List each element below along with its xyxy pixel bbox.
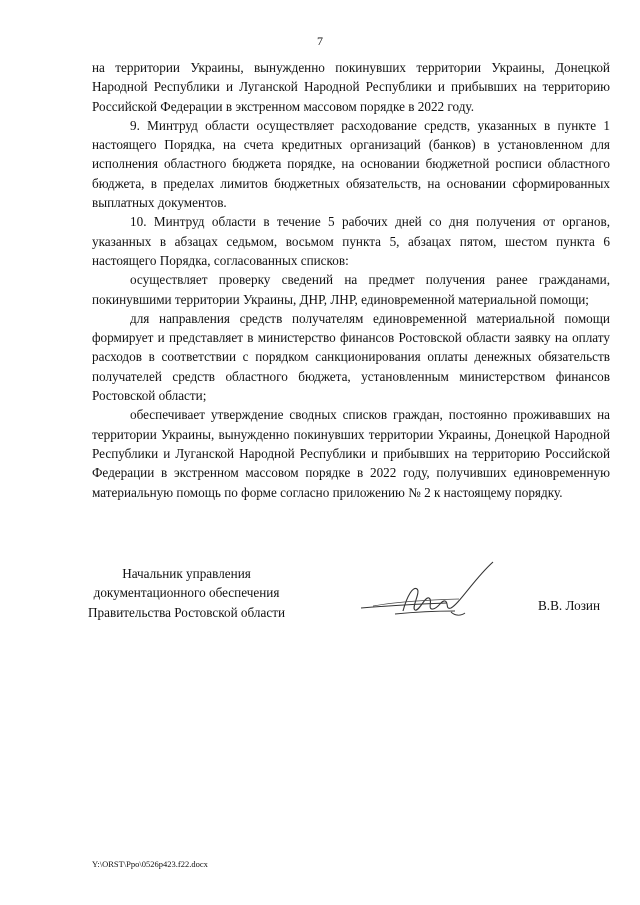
signatory-title-line-1: Начальник управления xyxy=(122,566,251,581)
paragraph-item-9: 9. Минтруд области осуществляет расходование средств, указанных в пункте 1 настоящего Порядка, на счета кредитных организаций (банков) в установленном для исполнения областного бюджета порядке, на основании бюджетной росписи областного бюджета, в пределах лимитов бюджетных обязательств, на основании сформированных выплатных документов. xyxy=(92,117,610,211)
paragraph-approve-lists: обеспечивает утверждение сводных списков граждан, постоянно проживавших на территории Украины, вынужденно покинувших территории Украины, Донецкой Народной Республики и Луганской Народной Республики и прибывших на территорию Российской Федерации в экстренном массовом порядке в 2022 году, получивших единовременную материальную помощь по форме согласно приложению № 2 к настоящему порядку. xyxy=(92,407,610,500)
handwritten-signature xyxy=(355,556,505,626)
paragraph-continuation: на территории Украины, вынужденно покинувших территории Украины, Донецкой Народной Республики и Луганской Народной Республики и прибывших на территорию Российской Федерации в экстренном массовом порядке в 2022 году. xyxy=(92,60,610,114)
footer-file-path: Y:\ORST\Ppo\0526p423.f22.docx xyxy=(92,859,208,869)
paragraph-funding-request: для направления средств получателям единовременной материальной помощи формирует и представляет в министерство финансов Ростовской области заявку на оплату расходов в соответствии с порядком санкционирования оплаты денежных обязательств получателей средств областного бюджета, установленным министерством финансов Ростовской области; xyxy=(92,310,610,404)
paragraph-item-10: 10. Минтруд области в течение 5 рабочих дней со дня получения от органов, указанных в абзацах седьмом, восьмом пункта 5, абзацах пятом, шестом пункта 6 настоящего Порядка, согласованных списков: xyxy=(92,214,610,268)
paragraph-check-records: осуществляет проверку сведений на предмет получения ранее гражданами, покинувшими территории Украины, ДНР, ЛНР, единовременной материальной помощи; xyxy=(92,272,610,307)
signatory-name: В.В. Лозин xyxy=(538,598,601,613)
page-number: 7 xyxy=(317,34,323,48)
signatory-title-line-2: документационного обеспечения xyxy=(93,585,280,601)
signatory-title xyxy=(88,564,285,622)
signatory-title-line-3: Правительства Ростовской области xyxy=(88,604,286,620)
document-body xyxy=(92,58,610,502)
